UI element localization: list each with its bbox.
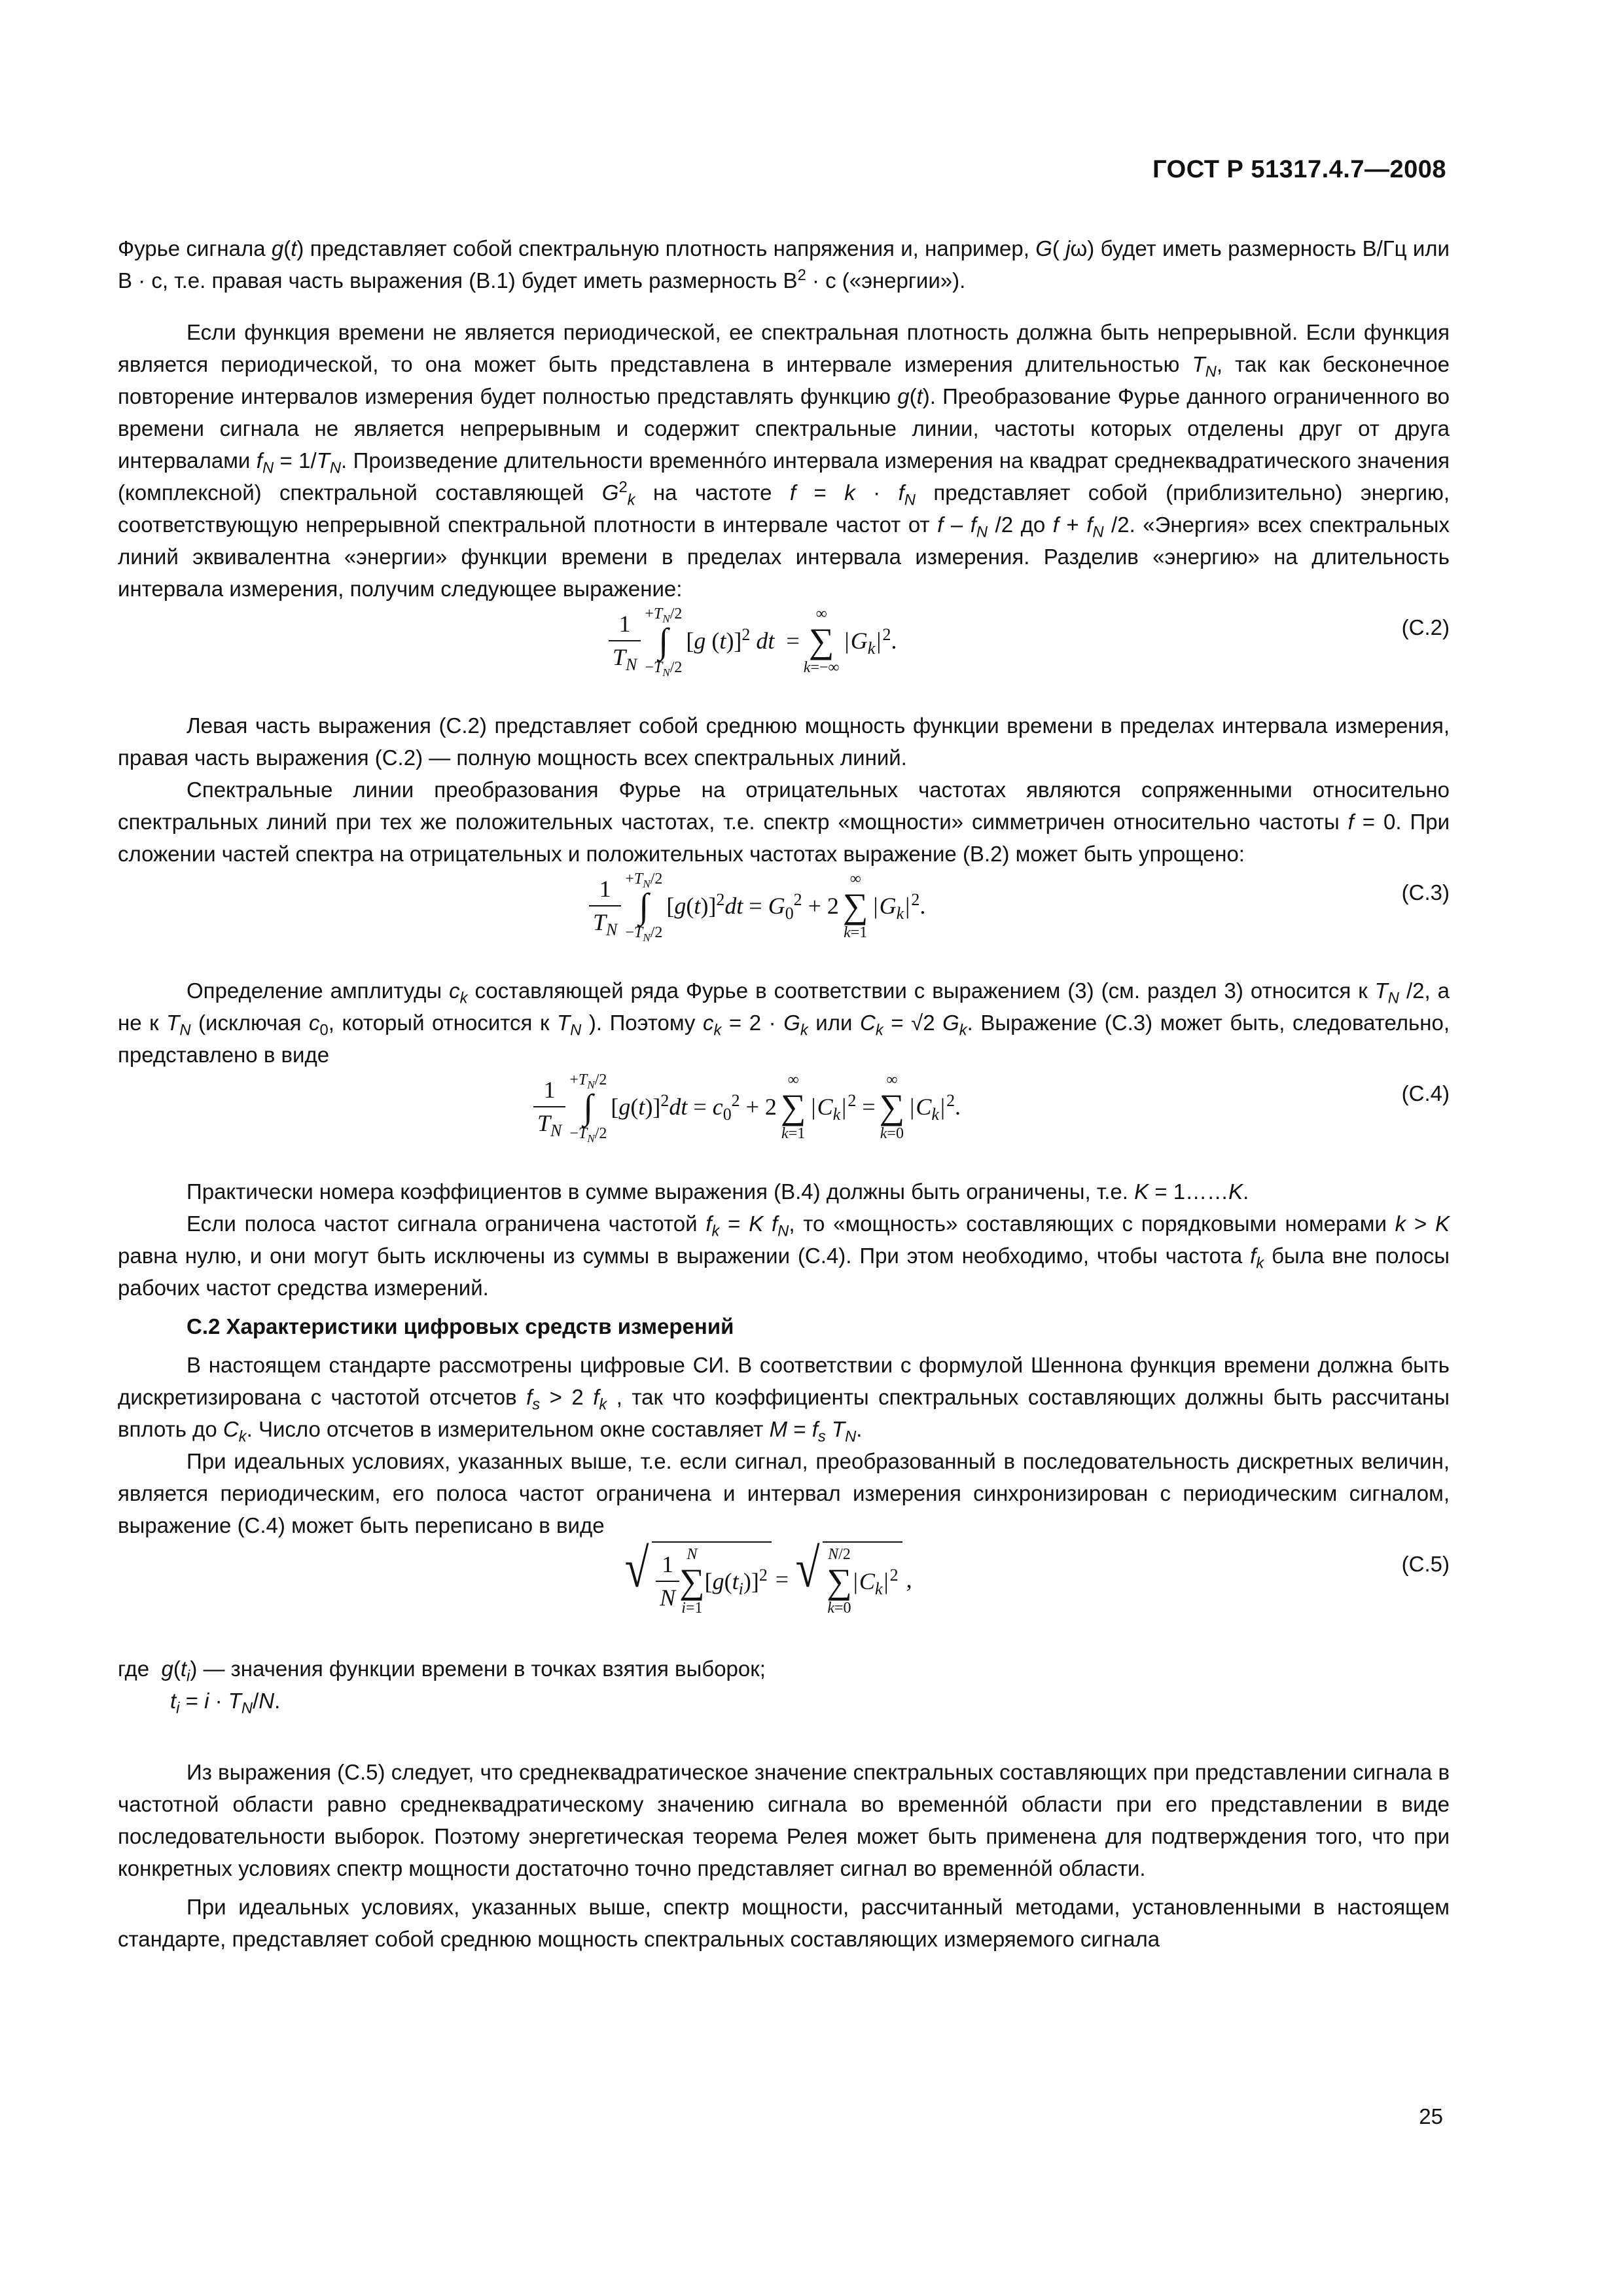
paragraph-4: Спектральные линии преобразования Фурье на отрицательных частотах являются сопряженными относительно спектральных линий при тех же положительных частотах, т.е. спектр «мощности» симметричен относительно частоты f = 0. При сложении частей спектра на отрицательных и положительных частотах выражение (В.2) может быть упрощено: [118, 778, 1450, 866]
paragraph-1: Фурье сигнала g(t) представляет собой спектральную плотность напряжения и, например, G( jω) будет иметь размерность В/Гц или В · с, т.е. правая часть выражения (В.1) будет иметь размерность $В^2 \cdot с$ («энергии»). [118, 236, 1450, 293]
paragraph-3: Левая часть выражения (С.2) представляет собой среднюю мощность функции времени в пределах интервала измерения, правая часть выражения (С.2) — полную мощность всех спектральных линий. [118, 713, 1450, 770]
formula-c4-number: (С.4) [1401, 1081, 1450, 1105]
formula-c5-number: (С.5) [1401, 1552, 1450, 1576]
paragraph-6: Практически номера коэффициентов в сумме выражения (В.4) должны быть ограничены, т.е. K = 1……K. [187, 1179, 1249, 1204]
formula-c5: √ $\frac{1}{N}$ N ∑ i=1 $[g(t_i)]^2$ = √ N/2 ∑ k=0 $|C_k|^2$ , (С.5) [624, 1538, 1450, 1617]
where-line-1: где $g(t_i)$ — значения функции времени в точках взятия выборок; [118, 1657, 766, 1685]
where-line-2: $t_i = i \cdot T_N/N$. [170, 1689, 281, 1717]
document-header: ГОСТ Р 51317.4.7—2008 [1152, 156, 1446, 183]
formula-c2-number: (С.2) [1401, 615, 1450, 639]
document-body [118, 232, 1450, 1955]
formula-c3-number: (С.3) [1401, 880, 1450, 905]
paragraph-10: Из выражения (С.5) следует, что среднеквадратическое значение спектральных составляющих при представлении сигнала в частотной области равно среднеквадратическому значению сигнала во временно́й области при его представлении в виде последовательности выборок. Поэтому энергетическая теорема Релея может быть применена для подтверждения того, что при конкретных условиях спектр мощности достаточно точно представляет сигнал во временно́й области. [118, 1760, 1450, 1880]
paragraph-8: В настоящем стандарте рассмотрены цифровые СИ. В соответствии с формулой Шеннона функция времени должна быть дискретизирована с частотой отсчетов $f_s > 2$ $f_k$ , так что коэффициенты спектральных составляющих должны быть рассчитаны вплоть до $C_k$. Число отсчетов в измерительном окне составляет $M = f_s$ $T_N$. [118, 1353, 1450, 1446]
section-heading-c2: С.2 Характеристики цифровых средств измерений [187, 1314, 734, 1338]
formula-c2: $\frac{1}{T_N}$ $+T_N/2$ ∫ $-T_N/2$ [g (t)]$^2$ dt = ∞ ∑ k=−∞ $|G_k|^2$. (С.2) [118, 605, 1450, 703]
paragraph-7: Если полоса частот сигнала ограничена частотой $f_k = K$ $f_N$, то «мощность» составляющих с порядковыми номерами k > K равна нулю, и они могут быть исключены из суммы в выражении (С.4). При этом необходимо, чтобы частота $f_k$ была вне полосы рабочих частот средства измерений. [118, 1211, 1450, 1300]
paragraph-11: При идеальных условиях, указанных выше, спектр мощности, рассчитанный методами, установленными в настоящем стандарте, представляет собой среднюю мощность спектральных составляющих измеряемого сигнала [118, 1895, 1450, 1951]
paragraph-9: При идеальных условиях, указанных выше, т.е. если сигнал, преобразованный в последовательность дискретных величин, является периодическим, его полоса частот ограничена и интервал измерения синхронизирован с периодическим сигналом, выражение (С.4) может быть переписано в виде [118, 1449, 1450, 1537]
paragraph-5: Определение амплитуды $c_k$ составляющей ряда Фурье в соответствии с выражением (3) (см. раздел 3) относится к $T_N$ /2, а не к $T_N$ (исключая $c_0$, который относится к $T_N$ ). Поэтому $c_k = 2 \cdot G_k$ или $C_k = √2$ $G_k$. Выражение (С.3) может быть, следовательно, представлено в виде [118, 978, 1450, 1067]
page-number: 25 [1419, 2104, 1443, 2128]
formula-c3: $\frac{1}{T_N}$ $+T_N/2$ ∫ $-T_N/2$ $[g(t)]^2dt = G_0^2 + 2$ ∞ ∑ k=1 $|G_k|^2$. (С.3) [118, 870, 1450, 968]
formula-c4: $\frac{1}{T_N}$ $+T_N/2$ ∫ $-T_N/2$ $[g(t)]^2dt = c_0^2 + 2$ ∞ ∑ k=1 $|C_k|^2$ = ∞ ∑ k=0 $|C_k|^2$. (С.4) [118, 1071, 1450, 1169]
paragraph-2: Если функция времени не является периодической, ее спектральная плотность должна быть непрерывной. Если функция является периодической, то она может быть представлена в интервале измерения длительностью $T_N$, так как бесконечное повторение интервалов измерения будет полностью представлять функцию g(t). Преобразование Фурье данного ограниченного во времени сигнала не является непрерывным и содержит спектральные линии, частоты которых отделены друг от друга интервалами $f_N = 1/T_N$. Произведение длительности временно́го интервала измерения на квадрат среднеквадратического значения (комплексной) спектральной составляющей $G^2_k$ на частоте $f = k \cdot f_N$ представляет собой (приблизительно) энергию, соответствующую непрерывной спектральной плотности в интервале частот от f – $f_N$ /2 до $f + f_N$ /2. «Энергия» всех спектральных линий эквивалентна «энергии» функции времени в пределах интервала измерения. Разделив «энергию» на длительность интервала измерения, получим следующее выражение: [118, 320, 1450, 601]
